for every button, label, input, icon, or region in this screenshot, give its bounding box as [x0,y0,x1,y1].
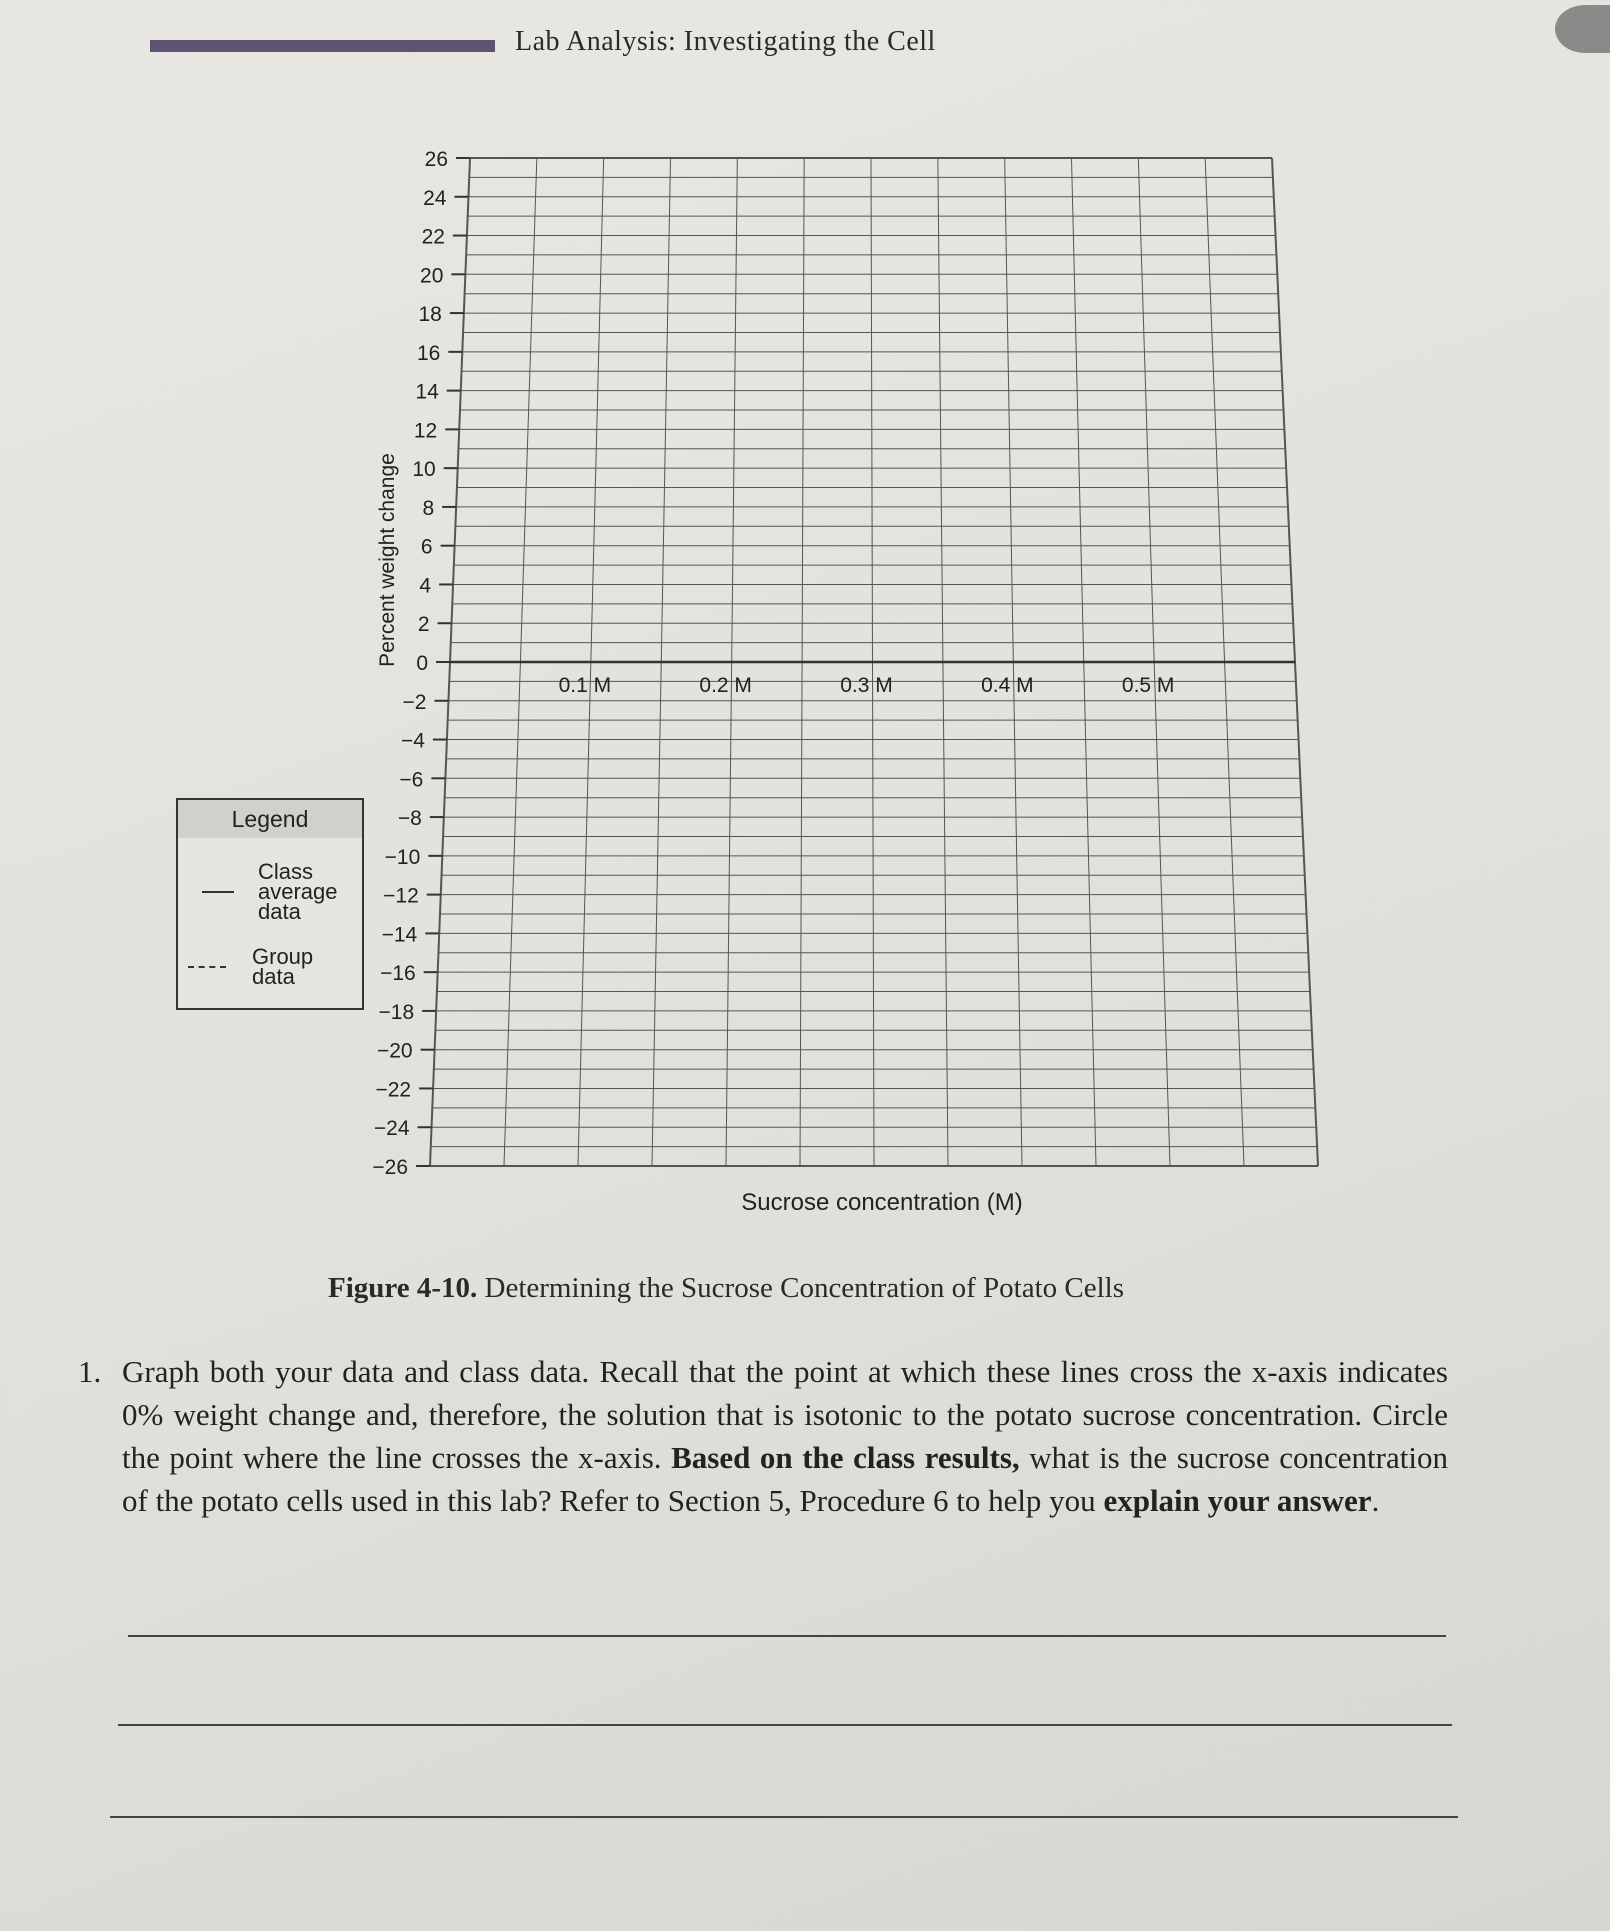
y-tick-label: 14 [415,380,439,404]
question-bold-part-1: Based on the class results, [671,1440,1020,1475]
y-tick-label: −6 [399,768,424,792]
question-text-part-2: what is the sucrose concentration of the potato cells used in this lab? Refer to Section 5, Procedure 6 to help you [122,1440,1448,1518]
y-tick-label: 8 [422,496,435,520]
x-category-label: 0.1 M [558,674,612,697]
y-tick-label: −10 [384,845,421,869]
y-tick-label: −12 [383,884,419,908]
x-axis-categories [559,674,1175,697]
answer-line-3[interactable] [110,1816,1458,1818]
y-tick-label: −16 [380,962,416,986]
y-tick-label: −4 [400,729,425,753]
y-axis-label: Percent weight change [376,453,399,667]
y-tick-label: −8 [397,807,422,831]
question-bold-part-2: explain your answer [1103,1483,1372,1518]
y-tick-label: 26 [424,148,448,171]
x-category-label: 0.4 M [981,674,1034,697]
legend-solid-line-swatch [202,891,234,893]
y-tick-label: 6 [420,535,433,559]
y-tick-label: −26 [372,1156,408,1179]
x-category-label: 0.3 M [840,674,893,697]
figure-caption [328,1272,1124,1305]
figure-caption-text: Determining the Sucrose Concentration of Potato Cells [484,1272,1125,1304]
y-tick-label: 22 [421,225,445,249]
y-tick-label: 12 [413,419,438,443]
x-category-label: 0.2 M [699,674,752,697]
y-tick-label: 18 [418,303,442,327]
y-tick-label: 2 [417,613,430,637]
y-tick-label: −22 [375,1078,412,1102]
y-tick-label: 10 [412,458,436,482]
y-tick-label: −20 [376,1039,413,1063]
chart-legend [176,798,364,1010]
x-category-label: 0.5 M [1121,674,1175,697]
question-text-part-1: Graph both your data and class data. Recall that the point at which these lines cross the x-axis indicates 0% weight change and, therefore, the solution that is isotonic to the potato sucrose concentration. Circle the point where the line crosses the x-axis. [122,1354,1448,1475]
question-text-part-3: . [1371,1483,1380,1518]
question-number: 1. [78,1354,102,1389]
y-tick-label: 20 [420,264,444,288]
y-tick-label: −18 [378,1000,415,1024]
legend-group-data-label: Group data [252,944,314,989]
y-tick-label: −14 [381,923,418,947]
y-tick-label: 24 [423,186,447,210]
answer-line-2[interactable] [118,1724,1452,1726]
page-header-title: Lab Analysis: Investigating the Cell [515,26,936,57]
y-tick-label: 0 [416,652,428,675]
y-tick-label: 4 [419,574,432,598]
legend-dashed-line-swatch [188,966,226,968]
legend-title: Legend [178,800,362,838]
question-text [122,1350,1448,1522]
x-axis-label: Sucrose concentration (M) [741,1189,1023,1216]
answer-line-1[interactable] [128,1635,1446,1637]
figure-label: Figure 4-10. [328,1272,478,1304]
y-tick-label: −2 [402,690,427,714]
legend-class-average-label: Class average data [258,859,338,924]
y-tick-label: −24 [373,1117,410,1141]
y-tick-label: 16 [416,341,441,365]
